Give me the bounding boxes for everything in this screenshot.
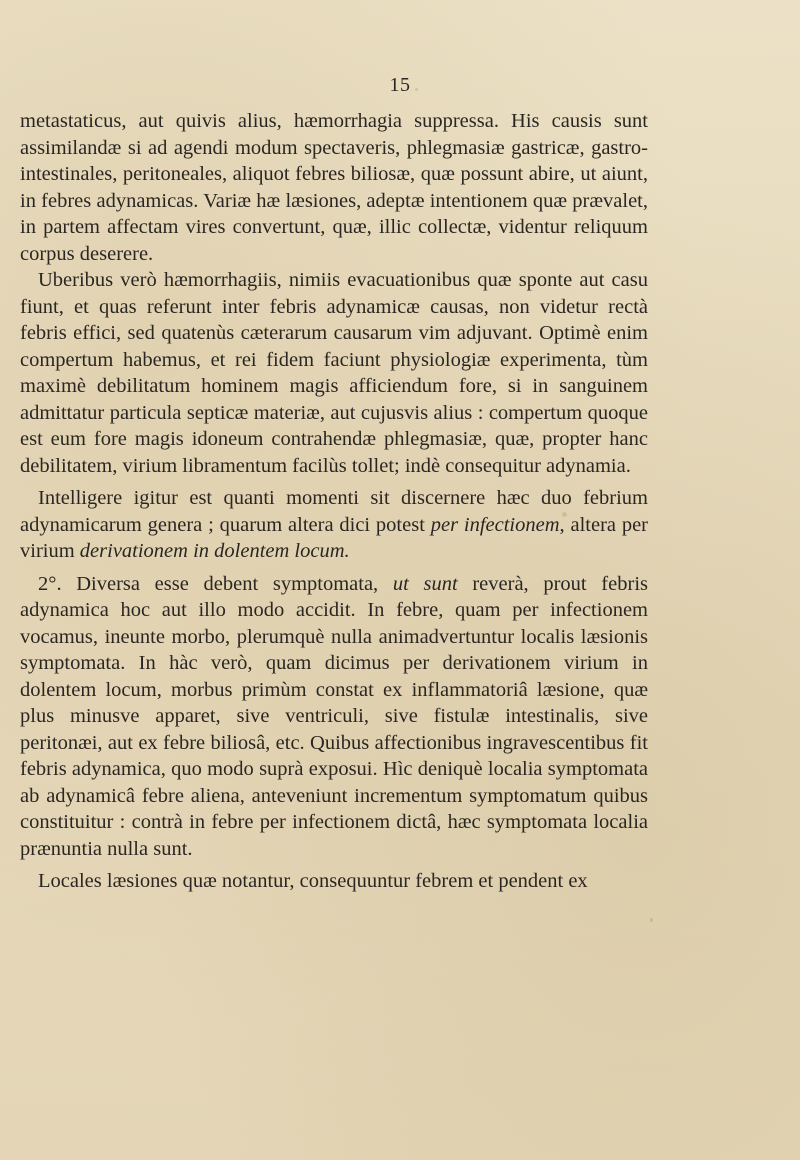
body-text [20, 108, 648, 895]
page-number: 15 [389, 74, 411, 96]
text-run: Intelligere igitur est quanti momenti sit discernere hæc duo febrium adynamicarum genera ; quarum altera dici potest [20, 487, 648, 536]
italic-text: per infectionem [430, 513, 560, 536]
text-run: , altera per virium [20, 513, 648, 562]
text-run: 2°. Diversa esse debent symptomata, [38, 572, 393, 595]
text-run: Locales læsiones quæ notantur, consequuntur febrem et pendent ex [38, 870, 588, 892]
text-run: reverà, prout febris adynamica hoc aut illo modo accidit. In febre, quam per infectionem vocamus, ineunte morbo, plerumquè nulla animadvertuntur localis læsionis symptomata. In hàc verò, quam dicimus per derivationem virium in dolentem locum, morbus primùm constat ex inflammatoriâ læsione, quæ plus minusve apparet, sive ventriculi, sive fistulæ intestinalis, sive peritonæi, aut ex febre biliosâ, etc. Quibus affectionibus ingravescentibus fit febris adynamica, quo modo suprà exposui. Hìc deniquè localia symptomata ab adynamicâ febre aliena, anteveniunt incrementum symptomatum quibus constituitur : contrà in febre per infectionem dictâ, hæc symptomata localia prænuntia nulla sunt. [20, 572, 648, 860]
italic-text: derivationem in dolentem locum. [79, 540, 350, 562]
italic-text: ut sunt [392, 572, 458, 595]
paper-spot [562, 512, 567, 517]
paragraph [20, 108, 648, 267]
paragraph [20, 267, 648, 479]
paper-spot [415, 88, 418, 91]
paper-spot [650, 918, 653, 922]
text-run: Uberibus verò hæmorrhagiis, nimiis evacuationibus quæ sponte aut casu fiunt, et quas referunt inter febris adynamicæ causas, non videtur rectà febris effici, sed quatenùs cæterarum causarum vim adjuvant. Optimè enim compertum habemus, et rei fidem faciunt physiologiæ experimenta, tùm maximè debilitatum hominem magis afficiendum fore, si in sanguinem admittatur particula septicæ materiæ, aut cujusvis alius : compertum quoque est eum fore magis idoneum contrahendæ phlegmasiæ, quæ, propter hanc debilitatem, virium libramentum facilùs tollet; indè consequitur adynamia. [20, 269, 648, 477]
paragraph [20, 868, 648, 895]
text-run: metastaticus, aut quivis alius, hæmorrhagia suppressa. His causis sunt assimilandæ si ad agendi modum spectaveris, phlegmasiæ gastricæ, gastro-intestinales, peritoneales, aliquot febres biliosæ, quæ possunt abire, ut aiunt, in febres adynamicas. Variæ hæ læsiones, adeptæ intentionem quæ prævalet, in partem affectam vires convertunt, quæ, illic collectæ, videntur reliquum corpus deserere. [20, 110, 648, 265]
paragraph [20, 571, 648, 863]
paragraph [20, 485, 648, 565]
